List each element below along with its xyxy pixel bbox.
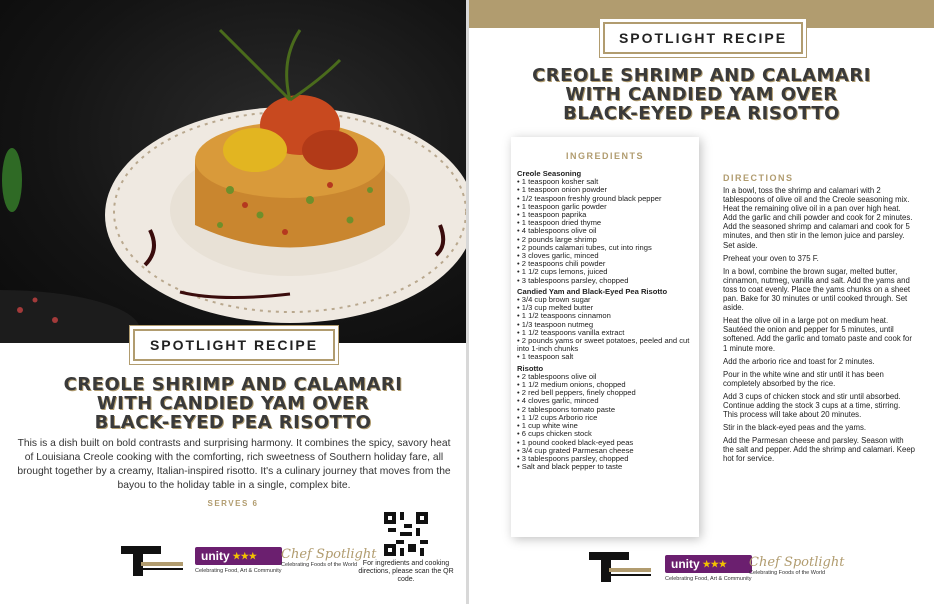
unity-wordmark: unity: [671, 557, 700, 571]
recipe-intro: This is a dish built on bold contrasts and surprising harmony. It combines the spicy, savory heat of Louisiana Creole cooking with the comforting, rich sweetness of Southern holiday fare, all brought together by a creamy, Italian-inspired risotto. It's a culinary journey that moves from the bayou to the holiday table in a single, complex bite.: [17, 438, 451, 491]
chef-spotlight-wordmark: Chef Spotlight: [281, 547, 377, 562]
title-line: BLACK-EYED PEA RISOTTO: [94, 412, 372, 433]
ingredient-item: • 2 tablespoons tomato paste: [517, 404, 616, 414]
unity-tagline: Celebrating Food, Art & Community: [665, 576, 752, 582]
ingredient-item: • 4 cloves garlic, minced: [517, 396, 599, 406]
ingredients-list: [517, 170, 697, 471]
ingredient-item: • 3/4 cup grated Parmesan cheese: [517, 445, 634, 455]
direction-step: In a bowl, toss the shrimp and calamari with 2 tablespoons of olive oil and the Creole seasoning mix. Heat the remaining olive oil in a pan over high heat. Add the garlic and chili powder and cook for 2 minutes. Add the seasoned shrimp and calamari and cook for 5 minutes, and then stir in the lemon juice and parsley. Set aside.: [723, 186, 913, 250]
ingredient-section-heading: Risotto: [517, 363, 544, 373]
direction-step: Add the arborio rice and toast for 2 minutes.: [723, 356, 875, 366]
ingredient-item: • 1 1/2 medium onions, chopped: [517, 380, 626, 390]
ingredient-item: • 1 1/2 teaspoons cinnamon: [517, 311, 611, 321]
ingredient-item: • 2 teaspoons chili powder: [517, 259, 606, 269]
ingredients-card: [511, 137, 699, 537]
direction-step: In a bowl, combine the brown sugar, melted butter, cinnamon, nutmeg, vanilla and salt. Add the yams and toss to coat evenly. Place the yams chunks on a sheet pan. Bake for 30 minutes or until cooked through. Set aside.: [723, 266, 911, 313]
ingredient-item: • 1 teaspoon paprika: [517, 210, 587, 220]
ingredient-item: • 2 pounds calamari tubes, cut into rings: [517, 242, 652, 252]
title-line: WITH CANDIED YAM OVER: [565, 84, 838, 105]
chef-spotlight-tagline: Celebrating Foods of the World: [749, 570, 826, 576]
ingredient-item: • 1 1/2 cups lemons, juiced: [517, 267, 608, 277]
ingredient-item: • 1 1/2 cups Arborio rice: [517, 412, 598, 422]
spotlight-recipe-badge: SPOTLIGHT RECIPE: [603, 22, 803, 54]
ingredient-item: • 1 teaspoon garlic powder: [517, 201, 607, 211]
ingredient-item: • 2 pounds yams or sweet potatoes, peeled and cut into 1-inch chunks: [517, 336, 690, 354]
ingredient-section-heading: Candied Yam and Black-Eyed Pea Risotto: [517, 286, 668, 296]
ingredient-item: • 3 cloves garlic, minced: [517, 251, 599, 261]
ingredient-item: • 1 teaspoon dried thyme: [517, 218, 602, 228]
directions-list: [723, 186, 915, 468]
thompson-logo-icon: [119, 544, 185, 578]
direction-step: Preheat your oven to 375 F.: [723, 253, 819, 263]
ingredient-item: • 3/4 cup brown sugar: [517, 295, 591, 305]
direction-step: Heat the olive oil in a large pot on medium heat. Sautéed the onion and pepper for 5 minutes, until softened. Add the garlic and tomato paste and cook for 1 minute more.: [723, 316, 912, 353]
ingredient-item: • 1/2 teaspoon freshly ground black pepper: [517, 193, 662, 203]
spotlight-recipe-badge: SPOTLIGHT RECIPE: [133, 329, 335, 361]
plated-dish-illustration: [0, 0, 466, 343]
directions-heading: DIRECTIONS: [723, 173, 794, 183]
direction-step: Add the Parmesan cheese and parsley. Season with the salt and pepper. Add the shrimp and calamari. Keep hot for service.: [723, 436, 916, 464]
left-page: [0, 0, 466, 604]
risotto-dish-photo: [0, 0, 466, 343]
recipe-title: [469, 66, 934, 123]
ingredients-heading: INGREDIENTS: [565, 151, 644, 161]
ingredient-item: • 6 cups chicken stock: [517, 429, 592, 439]
ingredient-section-heading: Creole Seasoning: [517, 169, 582, 178]
stars-icon: ★★★: [232, 550, 257, 561]
ingredient-item: • 1 teaspoon salt: [517, 352, 574, 362]
title-line: CREOLE SHRIMP AND CALAMARI: [532, 65, 871, 86]
ingredient-item: • 1/3 teaspoon nutmeg: [517, 319, 594, 329]
ingredient-item: • 2 red bell peppers, finely chopped: [517, 388, 636, 398]
ingredient-item: • 3 tablespoons parsley, chopped: [517, 275, 629, 285]
title-line: WITH CANDIED YAM OVER: [96, 393, 370, 414]
ingredient-item: • 1 pound cooked black-eyed peas: [517, 437, 634, 447]
title-line: CREOLE SHRIMP AND CALAMARI: [63, 374, 403, 395]
ingredient-item: • 2 tablespoons olive oil: [517, 371, 597, 381]
right-page: [469, 0, 934, 604]
stars-icon: ★★★: [702, 558, 727, 569]
ingredient-item: • 1 teaspoon onion powder: [517, 185, 608, 195]
ingredient-item: • 3 tablespoons parsley, chopped: [517, 453, 629, 463]
ingredient-item: • Salt and black pepper to taste: [517, 462, 623, 472]
ingredient-item: • 1/3 cup melted butter: [517, 303, 594, 313]
title-line: BLACK-EYED PEA RISOTTO: [563, 103, 840, 124]
ingredient-item: • 1 teaspoon kosher salt: [517, 177, 599, 187]
ingredient-item: • 4 tablespoons olive oil: [517, 226, 597, 236]
unity-tagline: Celebrating Food, Art & Community: [195, 568, 282, 574]
ingredient-item: • 1 cup white wine: [517, 421, 578, 431]
recipe-title: [0, 375, 466, 432]
unity-logo: [195, 547, 282, 574]
qr-caption: For ingredients and cooking directions, please scan the QR code.: [358, 560, 454, 583]
chef-spotlight-logo: [749, 555, 844, 576]
ingredient-item: • 2 pounds large shrimp: [517, 234, 597, 244]
direction-step: Stir in the black-eyed peas and the yams.: [723, 423, 867, 433]
serves-label: SERVES 6: [207, 499, 259, 508]
thompson-logo-icon: [587, 550, 653, 584]
ingredient-item: • 1 1/2 teaspoons vanilla extract: [517, 327, 625, 337]
chef-spotlight-tagline: Celebrating Foods of the World: [281, 562, 358, 568]
chef-spotlight-wordmark: Chef Spotlight: [749, 555, 845, 570]
direction-step: Pour in the white wine and stir until it has been completely absorbed by the rice.: [723, 369, 884, 388]
unity-logo: [665, 555, 752, 582]
direction-step: Add 3 cups of chicken stock and stir until absorbed. Continue adding the stock 3 cups at a time, stirring. This process will take about 20 minutes.: [723, 391, 901, 420]
unity-wordmark: unity: [201, 549, 230, 563]
qr-code-icon[interactable]: [384, 512, 428, 556]
